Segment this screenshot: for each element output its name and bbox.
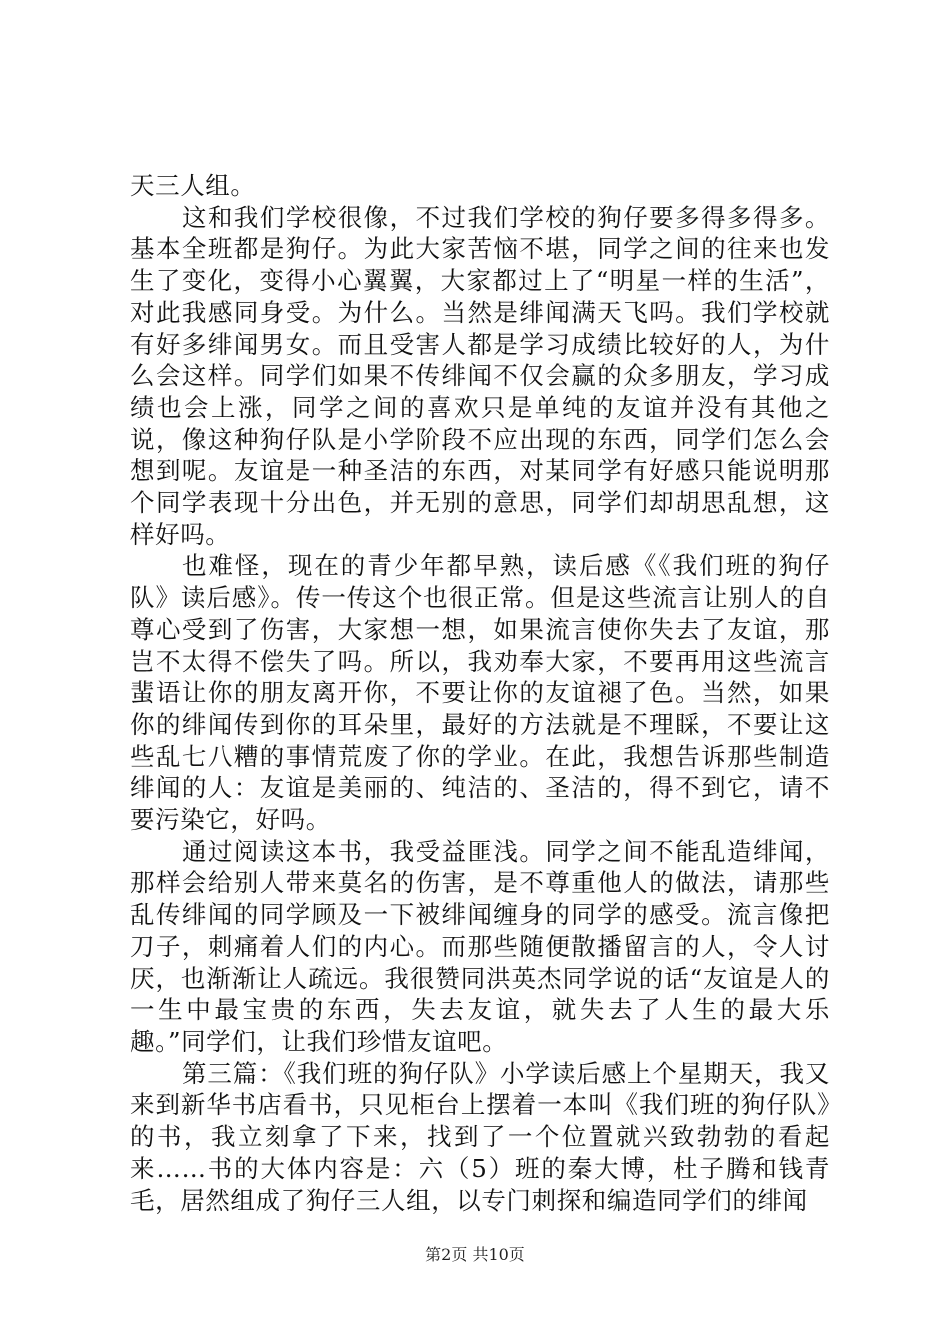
- paragraph-2: 这和我们学校很像，不过我们学校的狗仔要多得多得多。基本全班都是狗仔。为此大家苦恼不堪，同学之间的往来也发生了变化，变得小心翼翼，大家都过上了“明星一样的生活”，对此我感同身受。为什么。当然是绯闻满天飞吗。我们学校就有好多绯闻男女。而且受害人都是学习成绩比较好的人，为什么会这样。同学们如果不传绯闻不仅会赢的众多朋友，学习成绩也会上涨，同学之间的喜欢只是单纯的友谊并没有其他之说，像这种狗仔队是小学阶段不应出现的东西，同学们怎么会想到呢。友谊是一种圣洁的东西，对某同学有好感只能说明那个同学表现十分出色，并无别的意思，同学们却胡思乱想，这样好吗。: [130, 202, 830, 549]
- page-footer: [0, 1242, 950, 1265]
- paragraph-4: 通过阅读这本书，我受益匪浅。同学之间不能乱造绯闻，那样会给别人带来莫名的伤害，是不尊重他人的做法，请那些乱传绯闻的同学顾及一下被绯闻缠身的同学的感受。流言像把刀子，刺痛着人们的内心。而那些随便散播留言的人，令人讨厌，也渐渐让人疏远。我很赞同洪英杰同学说的话“友谊是人的一生中最宝贵的东西，失去友谊，就失去了人生的最大乐趣。”同学们，让我们珍惜友谊吧。: [130, 836, 830, 1056]
- page-number-label: 第2页 共10页: [425, 1245, 525, 1264]
- document-body: [130, 170, 830, 1216]
- paragraph-5: 第三篇：《我们班的狗仔队》小学读后感上个星期天，我又来到新华书店看书，只见柜台上摆着一本叫《我们班的狗仔队》的书，我立刻拿了下来，找到了一个位置就兴致勃勃的看起来……书的大体内容是：六（5）班的秦大博，杜子腾和钱青毛，居然组成了狗仔三人组，以专门刺探和编造同学们的绯闻: [130, 1058, 830, 1215]
- paragraph-3: 也难怪，现在的青少年都早熟，读后感《《我们班的狗仔队》读后感》。传一传这个也很正常。但是这些流言让别人的自尊心受到了伤害，大家想一想，如果流言使你失去了友谊，那岂不太得不偿失了吗。所以，我劝奉大家，不要再用这些流言蜚语让你的朋友离开你，不要让你的友谊褪了色。当然，如果你的绯闻传到你的耳朵里，最好的方法就是不理睬，不要让这些乱七八糟的事情荒废了你的学业。在此，我想告诉那些制造绯闻的人：友谊是美丽的、纯洁的、圣洁的，得不到它，请不要污染它，好吗。: [130, 551, 830, 835]
- paragraph-1: 天三人组。: [130, 171, 256, 200]
